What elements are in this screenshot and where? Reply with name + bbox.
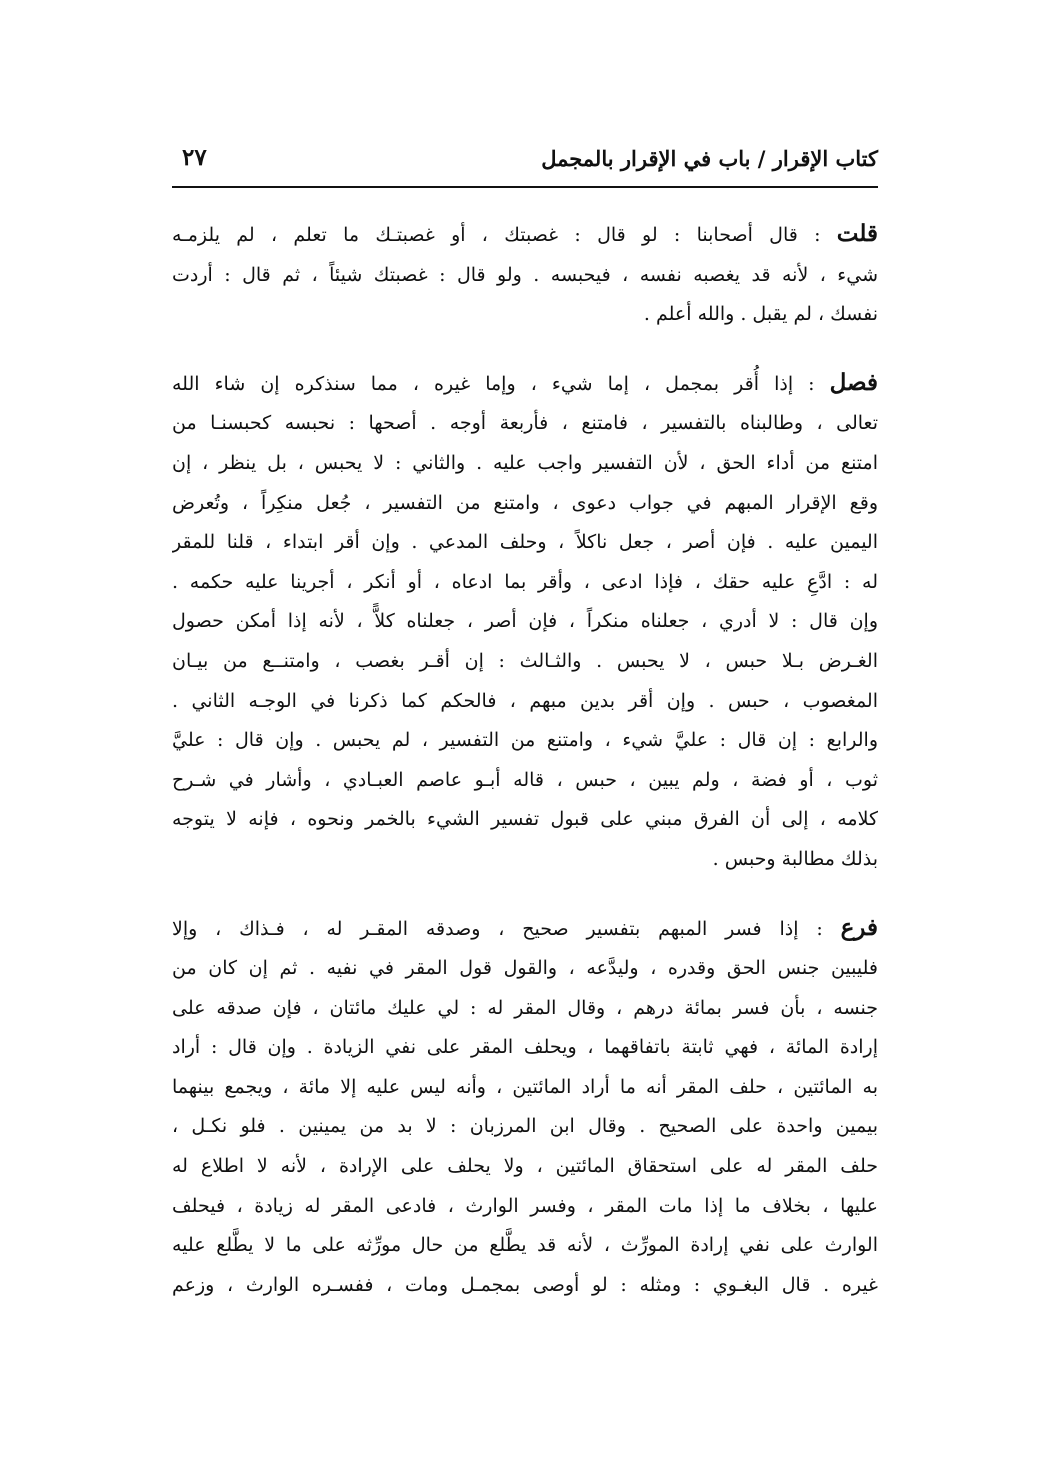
text-line: المغصوب ، حبس . وإن أقر بدين مبهم ، فالحكم كما ذكرنا في الوجـه الثاني . xyxy=(172,689,878,712)
text-line: وإن قال : لا أدري ، جعلناه منكراً ، فإن أصر ، جعلناه كلاًّ ، لأنه إذا أمكن حصول xyxy=(172,610,878,633)
paragraph-qult xyxy=(172,214,878,335)
text-line xyxy=(172,363,878,405)
text-line: ثوب ، أو فضة ، ولم يبين ، حبس ، قاله أبـو عاصم العبـادي ، وأشار في شـرح xyxy=(172,768,878,791)
text-line: بيمين واحدة على الصحيح . وقال ابن المرزبان : لا بد من يمينين . فلو نكـل ، xyxy=(172,1115,878,1138)
paragraph-fasl xyxy=(172,363,878,880)
text-line: وقع الإقرار المبهم في جواب دعوى ، وامتنع من التفسير ، جُعل منكِراً ، وتُعرض xyxy=(172,491,878,514)
text-line: الغـرض بـلا حبس ، لا يحبس . والثـالث : إن أقـر بغصب ، وامتنــع من بيـان xyxy=(172,649,878,672)
text-line: كلامه ، إلى أن الفرق مبني على قبول تفسير الشيء بالخمر ونحوه ، فإنه لا يتوجه xyxy=(172,808,878,831)
text-line: إرادة المائة ، فهي ثابتة باتفاقهما ، ويحلف المقر على نفي الزيادة . وإن قال : أراد xyxy=(172,1036,878,1059)
text-line: امتنع من أداء الحق ، لأن التفسير واجب عليه . والثاني : لا يحبس ، بل ينظر ، إن xyxy=(172,451,878,474)
line-text: : قال أصحابنا : لو قال : غصبتك ، أو غصبتـك ما تعلم ، لم يلزمـه xyxy=(172,224,837,246)
text-line: به المائتين ، حلف المقر أنه ما أراد المائتين ، وأنه ليس عليه إلا مائة ، ويجمع بينهما xyxy=(172,1075,878,1098)
text-line: نفسك ، لم يقبل . والله أعلم . xyxy=(643,303,878,326)
text-line: عليها ، بخلاف ما إذا مات المقر ، وفسر الوارث ، فادعى المقر له زيادة ، فيحلف xyxy=(172,1194,878,1217)
line-text: : إذا فسر المبهم بتفسير صحيح ، وصدقه المقـر له ، فـذاك ، وإلا xyxy=(172,917,841,940)
text-line: حلف المقر له على استحقاق المائتين ، ولا يحلف على الإرادة ، لأنه لا اطلاع له xyxy=(172,1155,878,1178)
text-line: الوارث على نفي إرادة المورِّث ، لأنه قد يطَّلع من حال مورِّثه على ما لا يطَّلع عليه xyxy=(172,1234,878,1257)
text-line: تعالى ، وطالبناه بالتفسير ، فامتنع ، فأربعة أوجه . أصحها : نحبسه كحبسنـا من xyxy=(172,412,878,435)
book-page xyxy=(172,140,878,1305)
page-header xyxy=(172,140,878,186)
paragraph-lead: فرع xyxy=(840,913,878,941)
text-line: اليمين عليه . فإن أصر ، جعل ناكلاً ، وحلف المدعي . وإن أقر ابتداء ، قلنا للمقر xyxy=(172,531,878,554)
text-line: غيره . قال البغـوي : ومثله : لو أوصى بمجمـل ومات ، ففسـره الوارث ، وزعم xyxy=(172,1273,878,1296)
header-rule xyxy=(172,186,878,188)
running-title: كتاب الإقرار / باب في الإقرار بالمجمل xyxy=(541,146,878,171)
text-line: جنسه ، بأن فسر بمائة درهم ، وقال المقر له : لي عليك مائتان ، فإن صدقه على xyxy=(172,996,878,1019)
page-number: ٢٧ xyxy=(182,144,207,171)
text-line xyxy=(172,908,878,950)
text-line: له : ادَّعِ عليه حقك ، فإذا ادعى ، وأقر بما ادعاه ، أو أنكر ، أجرينا عليه حكمه . xyxy=(172,570,878,593)
text-line: فليبين جنس الحق وقدره ، وليدَّعه ، والقول قول المقر في نفيه . ثم إن كان من xyxy=(172,957,878,980)
paragraph-lead: فصل xyxy=(829,368,878,396)
text-line: بذلك مطالبة وحبس . xyxy=(712,847,878,870)
text-line: شيء ، لأنه قد يغصبه نفسه ، فيحبسه . ولو قال : غصبتك شيئاً ، ثم قال : أردت xyxy=(172,263,878,286)
text-line xyxy=(172,214,878,256)
line-text: : إذا أُقر بمجمل ، إما شيء ، وإما غيره ، مما سنذكره إن شاء الله xyxy=(172,372,830,395)
text-line: والرابع : إن قال : عليَّ شيء ، وامتنع من التفسير ، لم يحبس . وإن قال : عليَّ xyxy=(172,729,878,752)
paragraph-lead: قلت xyxy=(836,220,878,247)
paragraph-far xyxy=(172,908,878,1306)
